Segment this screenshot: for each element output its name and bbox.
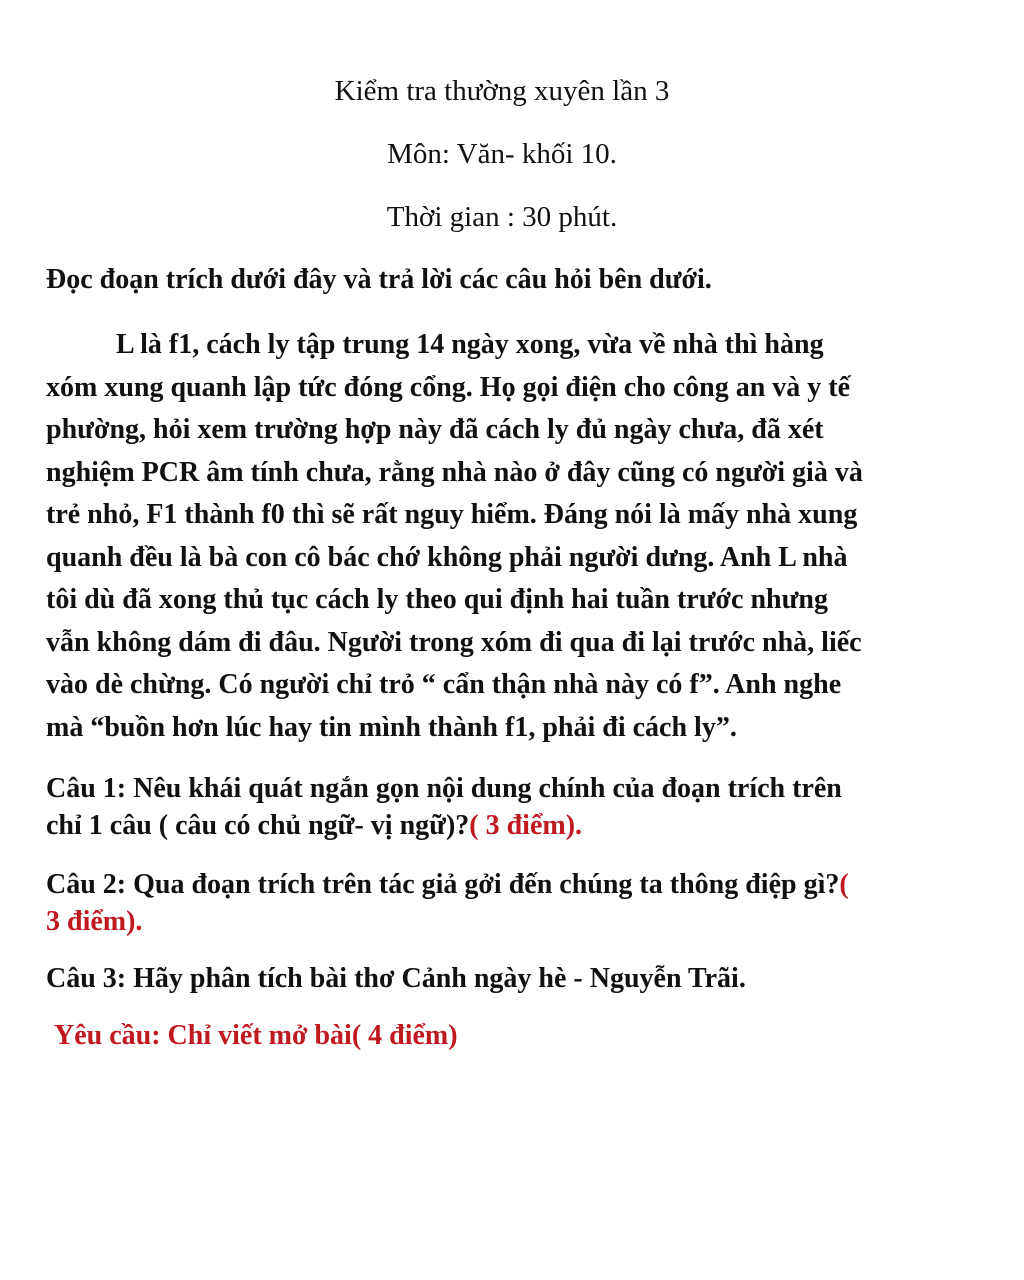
passage-line: nghiệm PCR âm tính chưa, rằng nhà nào ở đây cũng có người già và [46,456,863,488]
question-2 [46,866,976,940]
passage-line: xóm xung quanh lập tức đóng cổng. Họ gọi điện cho công an và y tế [46,371,851,403]
question-2-points-open: ( [839,869,849,900]
question-3-text: Câu 3: Hãy phân tích bài thơ Cảnh ngày hè - Nguyễn Trãi. [46,963,746,994]
passage-line: mà “buồn hơn lúc hay tin mình thành f1, phải đi cách ly”. [46,711,737,743]
reading-passage [46,324,976,749]
passage-line: trẻ nhỏ, F1 thành f0 thì sẽ rất nguy hiểm. Đáng nói là mấy nhà xung [46,499,858,530]
exam-time: Thời gian : 30 phút. [386,201,618,233]
passage-line: quanh đều là bà con cô bác chớ không phải người dưng. Anh L nhà [46,541,848,573]
question-2-points: 3 điểm). [46,906,143,937]
question-1-line-2 [46,807,976,844]
exam-title: Kiểm tra thường xuyên lần 3 [334,75,670,107]
question-1 [46,770,976,844]
reading-instruction: Đọc đoạn trích dưới đây và trả lời các câu hỏi bên dưới. [46,264,712,295]
passage-line: L là f1, cách ly tập trung 14 ngày xong, vừa về nhà thì hàng [116,329,824,360]
passage-line: vào dè chừng. Có người chỉ trỏ “ cẩn thận nhà này có f”. Anh nghe [46,669,842,700]
passage-line: phường, hỏi xem trường hợp này đã cách ly đủ ngày chưa, đã xét [46,414,824,445]
question-3 [46,960,976,997]
question-1-text: chỉ 1 câu ( câu có chủ ngữ- vị ngữ)? [46,810,470,841]
passage-line: tôi dù đã xong thủ tục cách ly theo qui định hai tuần trước nhưng [46,584,828,615]
question-2-text: Câu 2: Qua đoạn trích trên tác giả gởi đến chúng ta thông điệp gì? [46,869,840,900]
question-1-line-1: Câu 1: Nêu khái quát ngắn gọn nội dung chính của đoạn trích trên [46,773,842,804]
question-2-line-1 [46,866,976,903]
question-1-points: ( 3 điểm). [469,810,583,841]
exam-subject: Môn: Văn- khối 10. [387,138,617,170]
question-3-requirement: Yêu cầu: Chỉ viết mở bài( 4 điểm) [54,1020,458,1051]
passage-line: vẫn không dám đi đâu. Người trong xóm đi qua đi lại trước nhà, liếc [46,626,862,658]
